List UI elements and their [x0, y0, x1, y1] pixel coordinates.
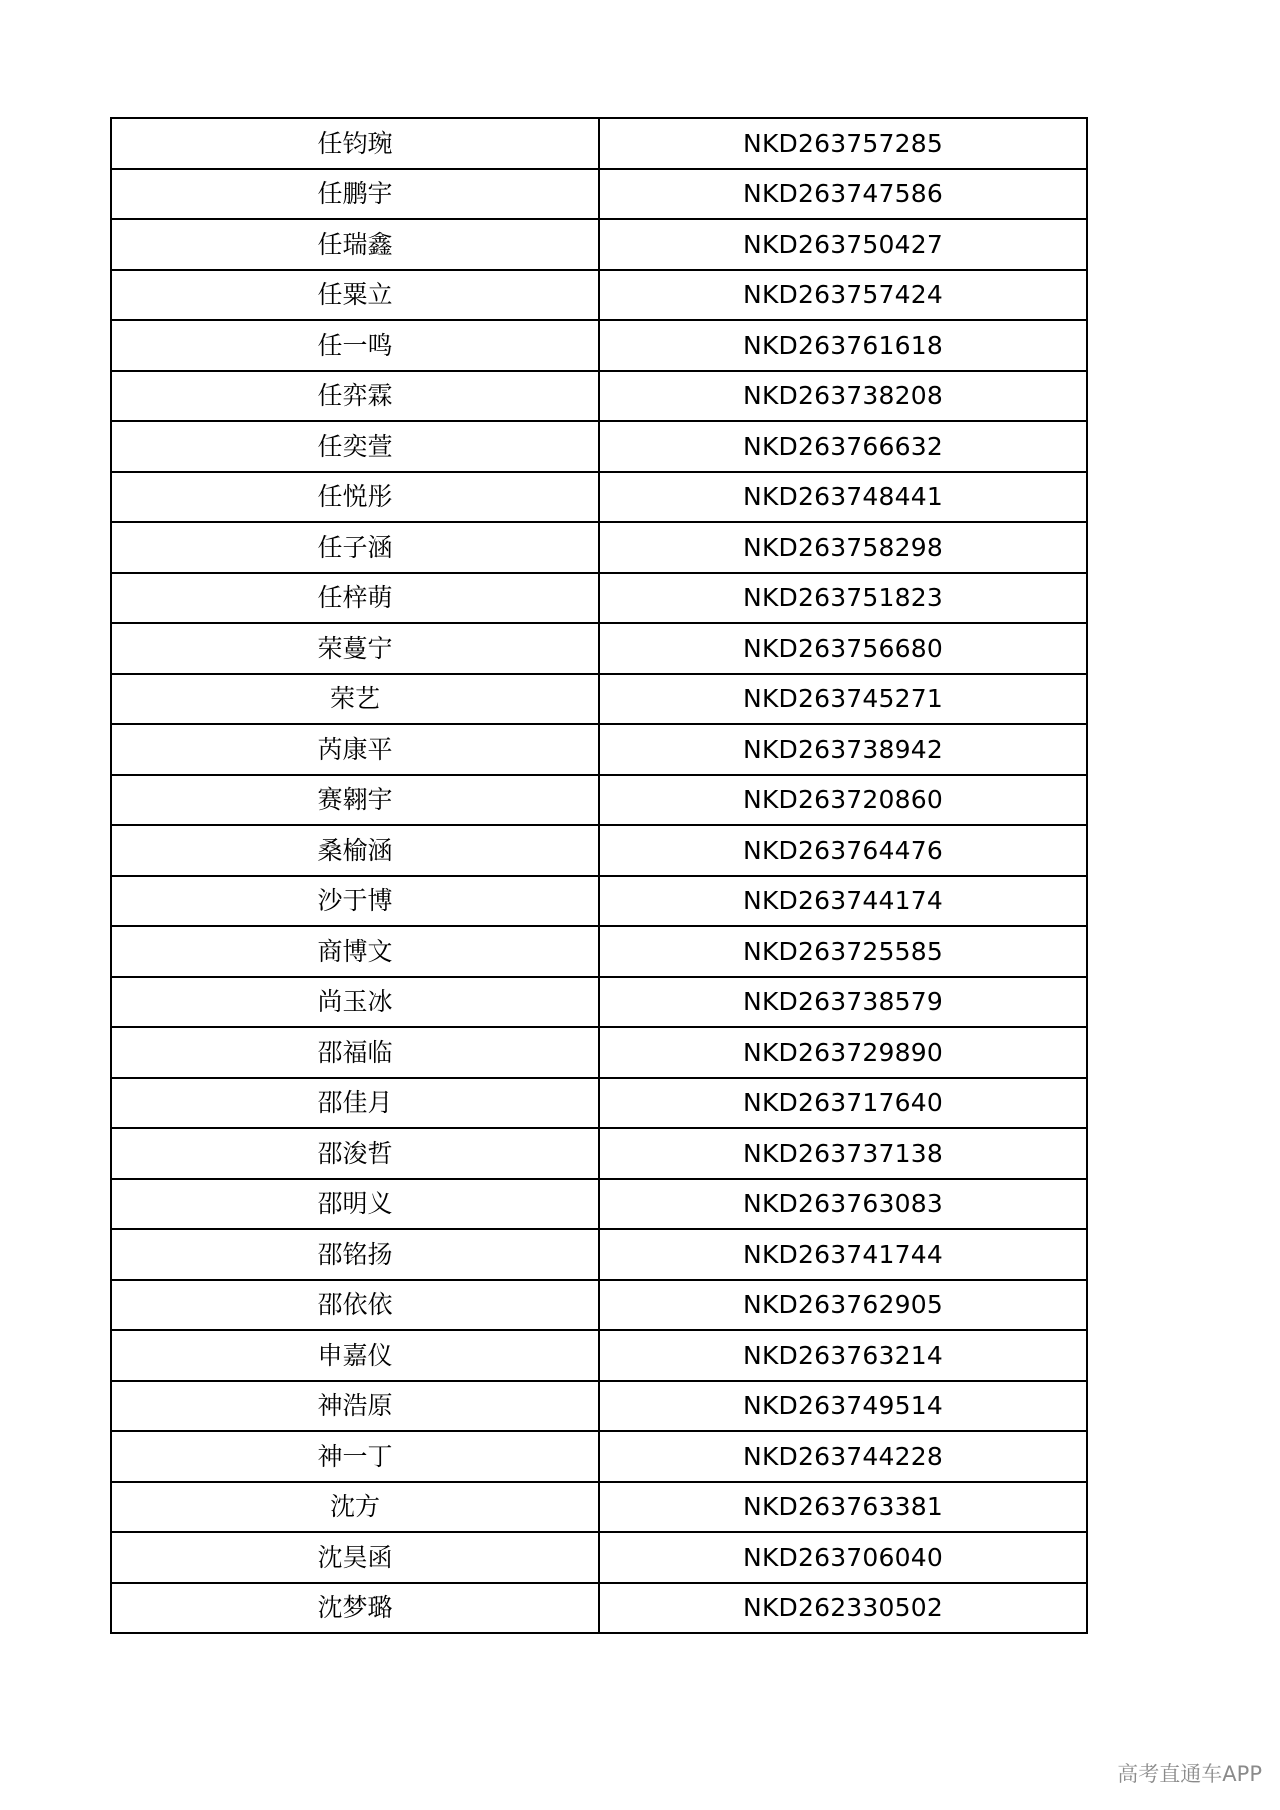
table-row	[111, 825, 1087, 876]
watermark: 高考直通车APP	[1117, 1762, 1262, 1786]
id-cell: NKD263763214	[599, 1330, 1087, 1381]
table-row	[111, 1583, 1087, 1634]
name-cell: 任钧琬	[111, 118, 599, 169]
name-cell: 沈昊函	[111, 1532, 599, 1583]
name-cell: 任子涵	[111, 522, 599, 573]
id-cell: NKD263706040	[599, 1532, 1087, 1583]
table-row	[111, 623, 1087, 674]
id-cell: NKD263744228	[599, 1431, 1087, 1482]
id-cell: NKD263757424	[599, 270, 1087, 321]
id-cell: NKD263725585	[599, 926, 1087, 977]
table-row	[111, 1482, 1087, 1533]
table-row	[111, 118, 1087, 169]
id-cell: NKD263741744	[599, 1229, 1087, 1280]
table-row	[111, 573, 1087, 624]
table-row	[111, 1532, 1087, 1583]
table-row	[111, 1381, 1087, 1432]
name-cell: 商博文	[111, 926, 599, 977]
id-cell: NKD263749514	[599, 1381, 1087, 1432]
table-row	[111, 724, 1087, 775]
name-cell: 桑榆涵	[111, 825, 599, 876]
table-row	[111, 421, 1087, 472]
id-cell: NKD263756680	[599, 623, 1087, 674]
name-cell: 任奕萱	[111, 421, 599, 472]
id-cell: NKD263761618	[599, 320, 1087, 371]
name-cell: 沙于博	[111, 876, 599, 927]
table-row	[111, 320, 1087, 371]
table-row	[111, 522, 1087, 573]
table-row	[111, 926, 1087, 977]
table-row	[111, 1431, 1087, 1482]
table-row	[111, 219, 1087, 270]
name-cell: 尚玉冰	[111, 977, 599, 1028]
name-cell: 荣艺	[111, 674, 599, 725]
table-row	[111, 1280, 1087, 1331]
name-cell: 任一鸣	[111, 320, 599, 371]
id-cell: NKD263738942	[599, 724, 1087, 775]
name-cell: 赛翱宇	[111, 775, 599, 826]
name-cell: 神一丁	[111, 1431, 599, 1482]
name-cell: 任鹏宇	[111, 169, 599, 220]
table-row	[111, 1128, 1087, 1179]
table-row	[111, 775, 1087, 826]
name-cell: 沈梦璐	[111, 1583, 599, 1634]
id-cell: NKD263748441	[599, 472, 1087, 523]
id-cell: NKD263766632	[599, 421, 1087, 472]
name-cell: 邵铭扬	[111, 1229, 599, 1280]
id-cell: NKD263745271	[599, 674, 1087, 725]
table-row	[111, 1027, 1087, 1078]
id-cell: NKD263751823	[599, 573, 1087, 624]
id-cell: NKD263747586	[599, 169, 1087, 220]
id-cell: NKD263738579	[599, 977, 1087, 1028]
id-cell: NKD263764476	[599, 825, 1087, 876]
name-cell: 任粟立	[111, 270, 599, 321]
table-row	[111, 674, 1087, 725]
name-cell: 任悦彤	[111, 472, 599, 523]
id-cell: NKD263763083	[599, 1179, 1087, 1230]
id-cell: NKD263758298	[599, 522, 1087, 573]
name-cell: 任弈霖	[111, 371, 599, 422]
name-cell: 神浩原	[111, 1381, 599, 1432]
name-cell: 邵佳月	[111, 1078, 599, 1129]
table-row	[111, 876, 1087, 927]
id-cell: NKD263750427	[599, 219, 1087, 270]
name-cell: 申嘉仪	[111, 1330, 599, 1381]
name-cell: 沈方	[111, 1482, 599, 1533]
table-row	[111, 371, 1087, 422]
id-cell: NKD263757285	[599, 118, 1087, 169]
id-cell: NKD263738208	[599, 371, 1087, 422]
roster-body	[111, 118, 1087, 1633]
id-cell: NKD263744174	[599, 876, 1087, 927]
id-cell: NKD263763381	[599, 1482, 1087, 1533]
table-row	[111, 977, 1087, 1028]
name-cell: 邵明义	[111, 1179, 599, 1230]
name-cell: 任瑞鑫	[111, 219, 599, 270]
name-cell: 邵依依	[111, 1280, 599, 1331]
name-cell: 芮康平	[111, 724, 599, 775]
name-cell: 邵福临	[111, 1027, 599, 1078]
name-cell: 荣蔓宁	[111, 623, 599, 674]
table-row	[111, 1179, 1087, 1230]
id-cell: NKD263717640	[599, 1078, 1087, 1129]
table-row	[111, 270, 1087, 321]
id-cell: NKD262330502	[599, 1583, 1087, 1634]
table-row	[111, 1078, 1087, 1129]
table-row	[111, 1330, 1087, 1381]
id-cell: NKD263737138	[599, 1128, 1087, 1179]
table-row	[111, 1229, 1087, 1280]
name-cell: 邵浚哲	[111, 1128, 599, 1179]
id-cell: NKD263729890	[599, 1027, 1087, 1078]
table-row	[111, 472, 1087, 523]
id-cell: NKD263720860	[599, 775, 1087, 826]
name-cell: 任梓萌	[111, 573, 599, 624]
roster-table	[110, 117, 1088, 1634]
table-row	[111, 169, 1087, 220]
id-cell: NKD263762905	[599, 1280, 1087, 1331]
